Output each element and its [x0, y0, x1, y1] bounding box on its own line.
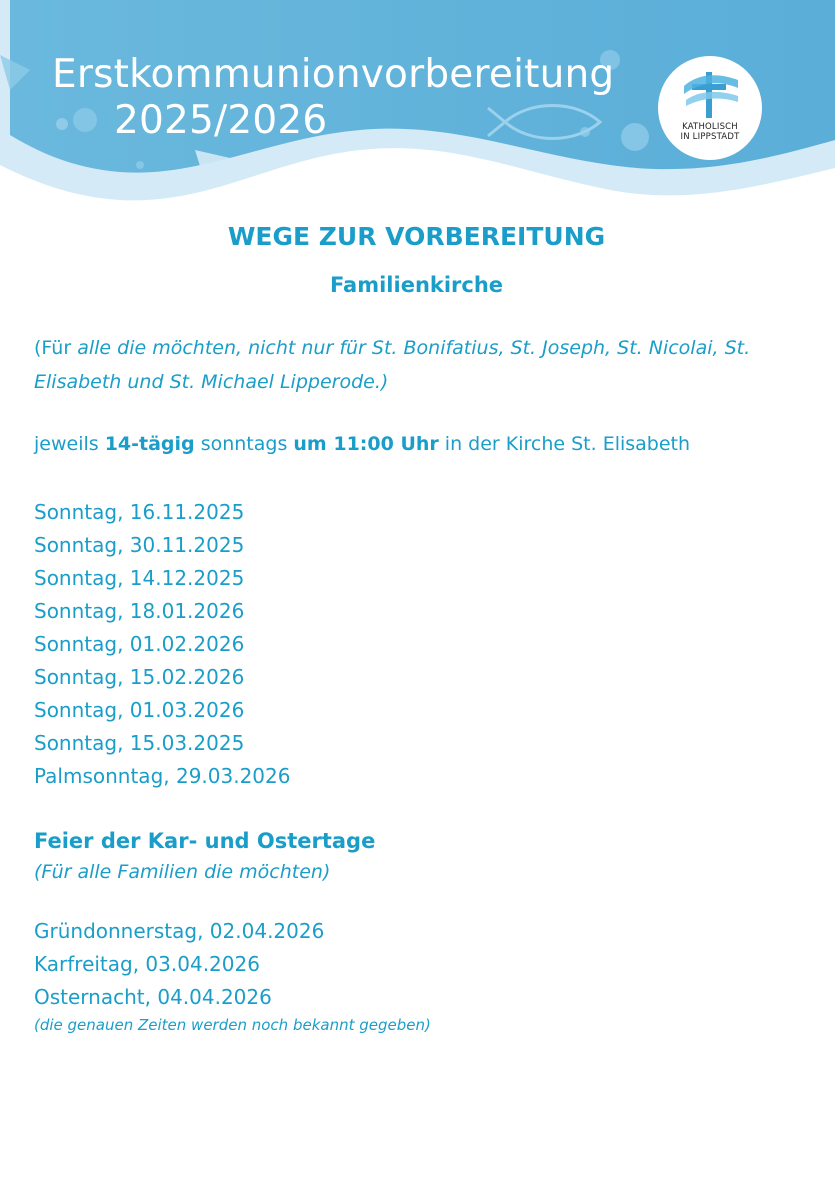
- easter-date-list: [34, 915, 814, 1014]
- list-item: Sonntag, 14.12.2025: [34, 566, 245, 590]
- list-item: Karfreitag, 03.04.2026: [34, 952, 260, 976]
- banner-title-line1: Erstkommunionvorbereitung: [52, 52, 615, 97]
- list-item: Gründonnerstag, 02.04.2026: [34, 919, 325, 943]
- date-list: [34, 496, 814, 793]
- schedule-time: um 11:00 Uhr: [293, 433, 439, 455]
- schedule-part1: jeweils: [34, 433, 105, 455]
- list-item: Sonntag, 15.03.2025: [34, 731, 245, 755]
- section-title-familienkirche: Familienkirche: [329, 273, 504, 297]
- banner-title: [52, 52, 614, 144]
- banner-title-line2: 2025/2026: [114, 98, 328, 144]
- schedule-part2: sonntags: [194, 433, 294, 455]
- audience-note-text: alle die möchten, nicht nur für St. Bonifatius, St. Joseph, St. Nicolai, St. Elisabeth und St. Michael Lipperode.): [34, 337, 751, 393]
- logo-text-line2: IN LIPPSTADT: [680, 132, 740, 143]
- list-item: Osternacht, 04.04.2026: [34, 985, 272, 1009]
- list-item: Sonntag, 16.11.2025: [34, 500, 245, 524]
- list-item: Sonntag, 15.02.2026: [34, 665, 245, 689]
- list-item: Sonntag, 01.03.2026: [34, 698, 245, 722]
- timing-footnote: (die genauen Zeiten werden noch bekannt gegeben): [34, 1016, 431, 1034]
- section-title-ostertage: Feier der Kar- und Ostertage: [34, 829, 376, 853]
- list-item: Sonntag, 18.01.2026: [34, 599, 245, 623]
- list-item: Sonntag, 30.11.2025: [34, 533, 245, 557]
- section-note-ostertage: (Für alle Familien die möchten): [34, 861, 331, 883]
- cross-wave-icon: [682, 66, 740, 122]
- audience-note-open: (Für: [34, 337, 78, 359]
- logo-text-line1: KATHOLISCH: [682, 122, 738, 132]
- list-item: Sonntag, 01.02.2026: [34, 632, 245, 656]
- schedule-frequency: 14-tägig: [104, 433, 195, 455]
- parish-logo: [658, 56, 762, 160]
- list-item: Palmsonntag, 29.03.2026: [34, 764, 291, 788]
- logo-text: [658, 122, 762, 142]
- page-heading: WEGE ZUR VORBEREITUNG: [227, 222, 606, 251]
- main-content: [34, 222, 814, 1034]
- audience-note: [34, 331, 814, 399]
- schedule-part3: in der Kirche St. Elisabeth: [438, 433, 691, 455]
- header-banner: [0, 0, 835, 215]
- schedule-line: [34, 432, 814, 456]
